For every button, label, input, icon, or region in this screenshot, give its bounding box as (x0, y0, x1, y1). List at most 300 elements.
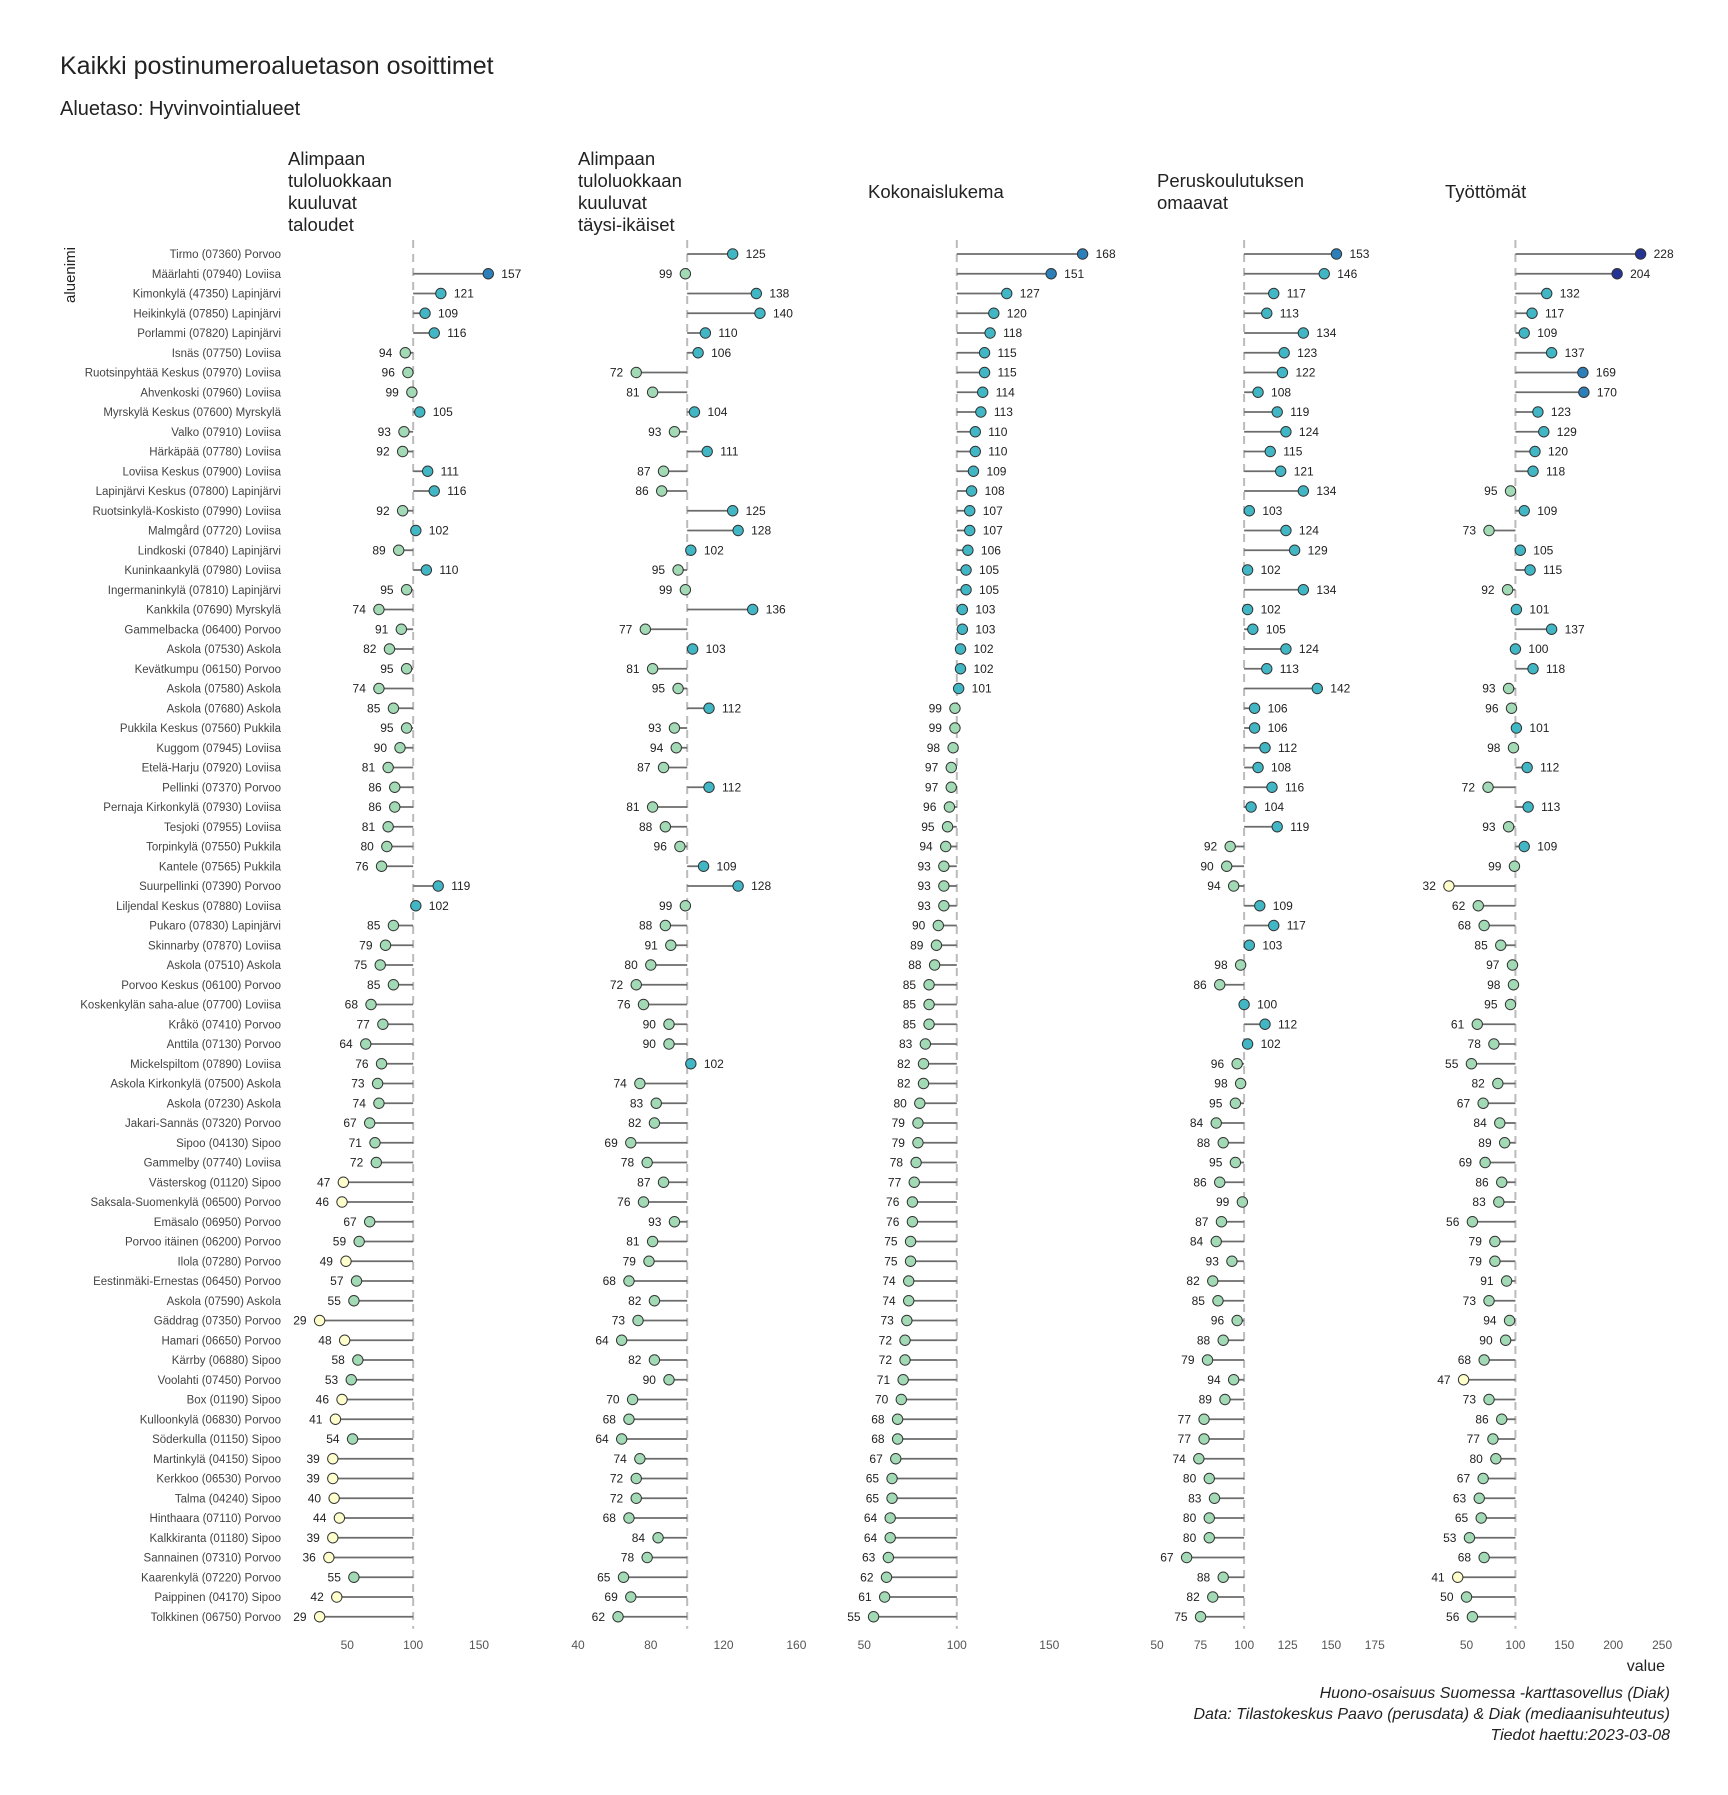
data-label: 90 (642, 1372, 656, 1387)
data-label: 102 (703, 1056, 724, 1071)
data-label: 115 (1543, 563, 1563, 577)
data-label: 83 (1188, 1491, 1202, 1506)
lollipop-point (631, 367, 641, 377)
data-label: 89 (910, 938, 924, 953)
lollipop-point (946, 762, 956, 772)
data-label: 81 (626, 800, 640, 814)
data-label: 82 (363, 642, 377, 656)
lollipop-point (1211, 1118, 1221, 1128)
lollipop-point (1235, 1078, 1245, 1088)
data-label: 90 (373, 740, 387, 755)
region-label: Kevätkumpu (06150) Porvoo (134, 663, 281, 676)
lollipop-point (1503, 683, 1513, 693)
region-label: Etelä-Harju (07920) Loviisa (141, 762, 281, 775)
lollipop-point (420, 308, 430, 318)
lollipop-point (411, 901, 421, 911)
data-label: 88 (908, 958, 922, 972)
data-label: 64 (595, 1333, 609, 1348)
lollipop-point (944, 802, 954, 812)
lollipop-point (904, 1276, 914, 1286)
region-label: Tirmo (07360) Porvoo (169, 249, 281, 261)
data-label: 79 (359, 938, 373, 953)
data-label: 98 (1487, 740, 1501, 755)
lollipop-point (422, 466, 432, 476)
data-label: 89 (372, 543, 386, 558)
data-label: 64 (863, 1530, 878, 1545)
data-label: 108 (984, 484, 1005, 498)
data-label: 78 (889, 1155, 904, 1170)
region-label: Askola (07680) Askola (166, 703, 281, 716)
lollipop-point (704, 703, 714, 713)
lollipop-point (1195, 1612, 1205, 1622)
data-label: 87 (637, 760, 651, 775)
region-label: Suurpellinki (07390) Porvoo (139, 881, 281, 893)
data-label: 151 (1064, 266, 1085, 281)
region-label: Koskenkylän saha-alue (07700) Loviisa (80, 999, 281, 1012)
lollipop-point (1225, 841, 1235, 851)
lollipop-point (920, 1039, 930, 1049)
lollipop-point (1495, 1118, 1505, 1128)
lollipop-point (687, 644, 697, 654)
lollipop-point (751, 288, 761, 298)
lollipop-point (924, 1019, 934, 1029)
data-label: 85 (367, 977, 381, 992)
data-label: 101 (1529, 602, 1550, 617)
lollipop-point (891, 1454, 901, 1464)
data-label: 86 (635, 484, 649, 498)
lollipop-point (1505, 999, 1515, 1009)
lollipop-point (638, 999, 648, 1009)
data-label: 76 (355, 1056, 369, 1071)
lollipop-point (727, 249, 737, 259)
lollipop-point (354, 1236, 364, 1246)
data-label: 127 (1019, 286, 1040, 301)
data-label: 65 (597, 1570, 611, 1585)
x-tick-label: 250 (1652, 1637, 1673, 1652)
data-label: 115 (997, 345, 1017, 360)
lollipop-point (649, 1296, 659, 1306)
data-label: 94 (1483, 1313, 1497, 1328)
lollipop-point (1466, 1059, 1476, 1069)
data-label: 68 (344, 997, 359, 1012)
region-label: Gammelby (07740) Loviisa (143, 1157, 281, 1170)
data-label: 99 (385, 385, 399, 400)
region-label: Kalkkiranta (01180) Sipoo (149, 1532, 281, 1545)
data-label: 109 (716, 859, 737, 874)
data-label: 94 (378, 345, 393, 360)
data-label: 67 (1456, 1096, 1471, 1111)
lollipop-point (624, 1414, 634, 1424)
region-label: Anttila (07130) Porvoo (166, 1039, 281, 1051)
data-label: 68 (871, 1432, 885, 1446)
lollipop-point (1496, 940, 1506, 950)
data-label: 75 (884, 1254, 898, 1269)
panel-title-line: kuuluvat (288, 192, 357, 213)
lollipop-point (918, 1059, 928, 1069)
lollipop-point (1272, 407, 1282, 417)
lollipop-point (1267, 782, 1277, 792)
region-label: Kulloonkylä (06830) Porvoo (139, 1414, 281, 1427)
data-label: 68 (1457, 918, 1472, 933)
data-label: 81 (626, 1234, 640, 1249)
data-label: 109 (1537, 839, 1558, 854)
data-label: 104 (707, 405, 728, 419)
lollipop-point (1505, 486, 1515, 496)
lollipop-point (1494, 1197, 1504, 1207)
panel-title-line: Peruskoulutuksen (1157, 170, 1305, 191)
lollipop-point (631, 1473, 641, 1483)
data-label: 94 (919, 839, 933, 854)
lollipop-point (669, 427, 679, 437)
lollipop-point (1202, 1355, 1212, 1365)
lollipop-point (755, 308, 765, 318)
lollipop-point (1242, 565, 1252, 575)
x-tick-label: 100 (1505, 1637, 1526, 1652)
lollipop-point (950, 703, 960, 713)
data-label: 61 (1450, 1017, 1465, 1032)
data-label: 128 (751, 523, 772, 538)
lollipop-point (1479, 920, 1489, 930)
data-label: 68 (1457, 1550, 1472, 1565)
x-tick-label: 125 (1277, 1637, 1298, 1652)
lollipop-point (979, 367, 989, 377)
lollipop-point (883, 1552, 893, 1562)
lollipop-point (885, 1533, 895, 1543)
panel-title-line: Työttömät (1445, 181, 1527, 202)
data-label: 98 (1214, 958, 1228, 972)
lollipop-point (1262, 308, 1272, 318)
lollipop-point (970, 446, 980, 456)
data-label: 46 (315, 1392, 330, 1407)
lollipop-point (1483, 782, 1493, 792)
data-label: 106 (1267, 721, 1288, 735)
data-label: 157 (501, 266, 522, 281)
data-label: 123 (1550, 405, 1571, 419)
data-label: 81 (361, 760, 376, 775)
data-label: 102 (428, 898, 449, 913)
data-label: 99 (659, 898, 673, 913)
lollipop-point (1546, 348, 1556, 358)
data-label: 81 (626, 385, 640, 400)
lollipop-point (401, 723, 411, 733)
data-label: 76 (355, 859, 369, 874)
data-label: 79 (891, 1116, 905, 1130)
lollipop-point (1046, 269, 1056, 279)
lollipop-point (328, 1473, 338, 1483)
lollipop-point (395, 743, 405, 753)
data-label: 102 (973, 642, 994, 656)
data-label: 91 (644, 938, 658, 953)
data-label: 82 (628, 1293, 642, 1308)
data-label: 120 (1006, 306, 1027, 321)
region-label: Askola (07530) Askola (166, 644, 281, 656)
data-label: 122 (1295, 365, 1316, 380)
data-label: 118 (1546, 661, 1566, 676)
data-label: 110 (718, 326, 738, 340)
lollipop-point (1218, 1335, 1228, 1345)
lollipop-point (1474, 1493, 1484, 1503)
data-label: 121 (453, 286, 474, 301)
lollipop-point (868, 1612, 878, 1622)
lollipop-point (1444, 881, 1454, 891)
data-label: 118 (1003, 326, 1023, 340)
caption-line-data: Data: Tilastokeskus Paavo (perusdata) & Diak (mediaanisuhteutus) (1193, 1706, 1670, 1723)
data-label: 42 (310, 1590, 324, 1604)
lollipop-point (626, 1592, 636, 1602)
data-label: 95 (1209, 1096, 1223, 1111)
region-label: Hamari (06650) Porvoo (161, 1335, 281, 1348)
data-label: 82 (1186, 1274, 1200, 1288)
data-label: 77 (356, 1017, 370, 1032)
region-label: Eestinmäki-Ernestas (06450) Porvoo (93, 1276, 281, 1288)
data-label: 80 (1182, 1511, 1197, 1525)
lollipop-point (347, 1434, 357, 1444)
data-label: 120 (1547, 444, 1569, 459)
x-tick-label: 150 (469, 1637, 490, 1652)
lollipop-point (1528, 664, 1538, 674)
lollipop-point (1227, 1256, 1237, 1266)
lollipop-point (1204, 1533, 1214, 1543)
data-label: 83 (898, 1037, 913, 1051)
data-label: 69 (1458, 1155, 1473, 1170)
data-label: 93 (1482, 819, 1496, 834)
data-label: 96 (923, 800, 937, 814)
region-label: Askola (07510) Askola (166, 960, 281, 972)
x-tick-label: 100 (946, 1637, 967, 1652)
region-label: Kärrby (06880) Sipoo (171, 1355, 281, 1367)
data-label: 72 (609, 1471, 624, 1486)
lollipop-point (338, 1177, 348, 1187)
lollipop-point (671, 743, 681, 753)
lollipop-point (1506, 703, 1516, 713)
data-label: 117 (1286, 918, 1306, 933)
region-label: Porvoo Keskus (06100) Porvoo (121, 979, 281, 992)
data-label: 90 (642, 1037, 656, 1051)
data-label: 134 (1316, 582, 1337, 597)
region-label: Askola (07580) Askola (166, 683, 281, 696)
data-label: 109 (1537, 326, 1558, 340)
lollipop-point (351, 1276, 361, 1286)
data-label: 92 (376, 444, 390, 459)
region-label: Tolkkinen (06750) Porvoo (150, 1611, 281, 1624)
data-label: 85 (902, 997, 917, 1012)
data-label: 74 (613, 1076, 627, 1091)
lollipop-point (1467, 1217, 1477, 1227)
lollipop-point (1578, 367, 1588, 377)
data-label: 92 (376, 503, 390, 518)
region-label: Kråkö (07410) Porvoo (168, 1019, 281, 1032)
lollipop-point (1077, 249, 1087, 259)
data-label: 124 (1298, 523, 1319, 538)
lollipop-point (384, 644, 394, 654)
lollipop-point (911, 1157, 921, 1167)
region-label: Askola (07230) Askola (166, 1098, 281, 1111)
lollipop-point (1527, 308, 1537, 318)
data-label: 106 (980, 543, 1001, 558)
data-label: 86 (368, 780, 382, 795)
data-label: 87 (637, 1175, 651, 1190)
data-label: 62 (591, 1609, 606, 1624)
lollipop-point (364, 1217, 374, 1227)
lollipop-point (664, 1375, 674, 1385)
data-label: 67 (869, 1451, 883, 1466)
lollipop-point (680, 269, 690, 279)
lollipop-point (653, 1533, 663, 1543)
x-tick-label: 200 (1603, 1637, 1624, 1652)
data-label: 119 (451, 879, 471, 893)
data-label: 78 (1467, 1037, 1481, 1051)
region-label: Askola Kirkonkylä (07500) Askola (110, 1078, 281, 1091)
x-tick-label: 50 (1459, 1637, 1474, 1652)
lollipop-point (680, 585, 690, 595)
data-label: 77 (1177, 1412, 1192, 1427)
data-label: 88 (1196, 1135, 1211, 1150)
region-label: Pellinki (07370) Porvoo (162, 782, 281, 795)
lollipop-point (370, 1138, 380, 1148)
data-label: 111 (720, 444, 739, 459)
data-label: 114 (995, 385, 1015, 400)
lollipop-point (644, 1256, 654, 1266)
region-label: Kankkila (07690) Myrskylä (146, 604, 281, 617)
data-label: 39 (306, 1471, 320, 1486)
lollipop-point (1502, 585, 1512, 595)
data-label: 39 (306, 1530, 320, 1545)
lollipop-point (1508, 980, 1518, 990)
lollipop-point (658, 1177, 668, 1187)
x-tick-label: 50 (340, 1637, 354, 1652)
lollipop-point (1484, 525, 1494, 535)
lollipop-point (1523, 802, 1533, 812)
region-label: Sipoo (04130) Sipoo (176, 1137, 281, 1150)
panel-title-line: Alimpaan (578, 148, 656, 169)
lollipop-point (403, 367, 413, 377)
panel-title-line: Kokonaislukema (868, 181, 1004, 202)
data-label: 93 (1482, 681, 1496, 696)
chart-title: Kaikki postinumeroaluetason osoittimet (60, 52, 494, 80)
data-label: 97 (924, 760, 939, 775)
data-label: 95 (380, 582, 394, 597)
lollipop-point (421, 565, 431, 575)
data-label: 90 (642, 1017, 656, 1032)
data-label: 75 (353, 958, 368, 972)
lollipop-point (929, 960, 939, 970)
lollipop-point (1239, 999, 1249, 1009)
lollipop-point (657, 486, 667, 496)
lollipop-point (646, 960, 656, 970)
data-label: 90 (911, 918, 926, 933)
data-label: 72 (609, 365, 624, 380)
lollipop-point (1194, 1454, 1204, 1464)
lollipop-point (376, 1059, 386, 1069)
data-label: 108 (1271, 760, 1292, 775)
lollipop-point (1499, 1138, 1509, 1148)
data-label: 88 (638, 819, 653, 834)
lollipop-point (879, 1592, 889, 1602)
data-label: 74 (352, 602, 366, 617)
data-label: 74 (882, 1293, 896, 1308)
lollipop-point (963, 545, 973, 555)
data-label: 85 (902, 977, 917, 992)
region-label: Porvoo itäinen (06200) Porvoo (125, 1236, 281, 1249)
lollipop-point (1232, 1059, 1242, 1069)
data-label: 78 (620, 1155, 635, 1170)
data-label: 65 (865, 1491, 880, 1506)
lollipop-point (915, 1098, 925, 1108)
data-label: 80 (893, 1096, 907, 1111)
data-label: 89 (1478, 1135, 1492, 1150)
lollipop-point (330, 1414, 340, 1424)
panel-title-line: kuuluvat (578, 192, 647, 213)
lollipop-point (374, 683, 384, 693)
data-label: 63 (1452, 1491, 1467, 1506)
data-label: 119 (1290, 819, 1310, 834)
data-label: 89 (1198, 1392, 1212, 1407)
lollipop-point (950, 723, 960, 733)
lollipop-point (733, 525, 743, 535)
x-tick-label: 100 (1234, 1637, 1255, 1652)
data-label: 82 (897, 1056, 911, 1071)
data-label: 85 (367, 701, 381, 716)
region-label: Askola (07590) Askola (166, 1295, 281, 1308)
lollipop-point (1213, 1296, 1223, 1306)
data-label: 88 (1196, 1570, 1211, 1585)
data-label: 138 (769, 286, 790, 301)
lollipop-point (1500, 1335, 1510, 1345)
lollipop-point (1497, 1414, 1507, 1424)
region-label: Lindkoski (07840) Lapinjärvi (137, 545, 281, 558)
data-label: 95 (921, 819, 935, 834)
data-label: 119 (1290, 405, 1310, 419)
data-label: 93 (648, 424, 662, 439)
data-label: 115 (997, 365, 1017, 380)
lollipop-point (1208, 1592, 1218, 1602)
data-label: 36 (302, 1550, 316, 1565)
data-label: 94 (1207, 1372, 1221, 1387)
lollipop-point (955, 644, 965, 654)
data-label: 95 (651, 563, 666, 577)
data-label: 101 (971, 681, 992, 696)
lollipop-point (1277, 367, 1287, 377)
lollipop-point (881, 1572, 891, 1582)
region-label: Liljendal Keskus (07880) Loviisa (116, 900, 281, 913)
data-label: 80 (360, 839, 374, 854)
data-label: 68 (871, 1412, 885, 1427)
lollipop-point (649, 1355, 659, 1365)
lollipop-point (1489, 1039, 1499, 1049)
data-label: 116 (447, 326, 467, 340)
region-label: Söderkulla (01150) Sipoo (152, 1434, 281, 1446)
lollipop-point (633, 1315, 643, 1325)
data-label: 57 (330, 1274, 344, 1288)
lollipop-point (651, 1098, 661, 1108)
data-label: 75 (1174, 1609, 1188, 1624)
lollipop-point (693, 348, 703, 358)
x-tick-label: 175 (1364, 1637, 1385, 1652)
lollipop-point (483, 269, 493, 279)
lollipop-point (337, 1394, 347, 1404)
data-label: 98 (1214, 1076, 1228, 1091)
data-label: 109 (438, 306, 459, 321)
data-label: 124 (1298, 642, 1319, 656)
lollipop-point (905, 1256, 915, 1266)
lollipop-point (393, 545, 403, 555)
caption-line-app: Huono-osaisuus Suomessa -karttasovellus (Diak) (1319, 1685, 1670, 1702)
data-label: 168 (1095, 247, 1116, 261)
lollipop-point (1490, 1236, 1500, 1246)
region-label: Voolahti (07450) Porvoo (157, 1374, 281, 1387)
data-label: 95 (651, 681, 666, 696)
lollipop-point (1002, 288, 1012, 298)
